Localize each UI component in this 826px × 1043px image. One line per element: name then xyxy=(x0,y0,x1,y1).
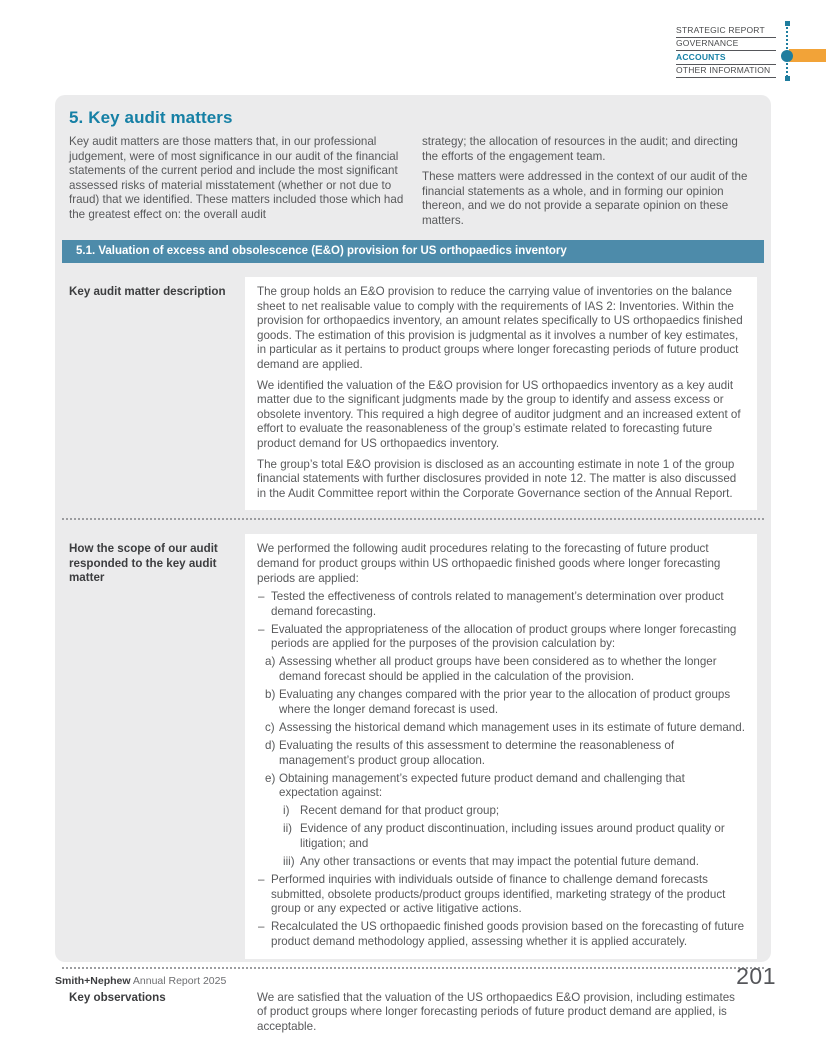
list-marker: a) xyxy=(265,655,276,669)
row-content xyxy=(245,277,757,510)
subsection-header-bar: 5.1. Valuation of excess and obsolescence (E&O) provision for US orthopaedics inventory xyxy=(62,240,764,263)
section-navigation xyxy=(676,24,826,82)
list-item-text: Evaluating any changes compared with the prior year to the allocation of product groups where the longer demand forecast is used. xyxy=(279,688,731,716)
list-item xyxy=(257,655,745,684)
row-content xyxy=(245,983,757,1043)
table-row-description xyxy=(69,277,757,510)
list-item-text: Performed inquiries with individuals outside of finance to challenge demand forecasts submitted, obsolete products/product groups identified, marketing strategy of the product group or any expected or active litigative actions. xyxy=(271,873,726,916)
list-marker: d) xyxy=(265,738,276,752)
list-marker: – xyxy=(258,920,265,934)
list-item xyxy=(257,822,745,851)
list-item xyxy=(257,920,745,949)
nav-tab-accounts[interactable]: ACCOUNTS xyxy=(676,51,776,65)
description-paragraph: We identified the valuation of the E&O provision for US orthopaedics inventory as a key audit matter due to the significant judgments made by the group to identify and assess excess or obsolete inventory. This required a high degree of auditor judgment and an increased extent of effort to evaluate the reasonableness of the group’s estimate related to forecasting future product demand for US orthopaedics inventory. xyxy=(257,378,741,450)
list-item xyxy=(257,873,745,917)
intro-paragraph: These matters were addressed in the context of our audit of the financial statements as a whole, and in forming our opinion thereon, and we do not provide a separate opinion on these matters. xyxy=(422,170,748,227)
line-cap-top-icon xyxy=(785,21,790,26)
line-cap-bottom-icon xyxy=(785,76,790,81)
row-label: Key audit matter description xyxy=(69,285,226,298)
description-paragraph: The group holds an E&O provision to reduce the carrying value of inventories on the balance sheet to net realisable value to comply with the requirements of IAS 2: Inventories. Within the provision for orthopaedics inventory, an amount relates specifically to US orthopaedics finished goods. The estimation of this provision is judgmental as it involves a number of key estimates, in particular as it pertains to product groups where longer forecasting periods of future product demand are applied. xyxy=(257,285,743,371)
nav-tab-governance[interactable]: GOVERNANCE xyxy=(676,38,776,52)
list-marker: c) xyxy=(265,720,275,734)
list-item-text: Assessing the historical demand which management uses in its estimate of future demand. xyxy=(279,720,745,734)
brand-name: Smith+Nephew xyxy=(55,975,131,987)
nav-tab-strategic-report[interactable]: STRATEGIC REPORT xyxy=(676,24,776,38)
page-footer xyxy=(55,963,776,990)
list-item-text: Any other transactions or events that may impact the potential future demand. xyxy=(300,855,699,869)
list-item xyxy=(257,855,745,870)
intro-text xyxy=(69,135,757,228)
list-item-text: Evidence of any product discontinuation, including issues around product quality or litigation; and xyxy=(300,822,725,850)
list-item-text: Evaluated the appropriateness of the allocation of product groups where longer forecasting periods are applied for the purposes of the provision calculation by: xyxy=(271,622,737,651)
intro-column-left xyxy=(69,135,404,228)
list-marker: e) xyxy=(265,771,276,785)
list-marker: – xyxy=(258,622,265,636)
list-marker: iii) xyxy=(283,855,295,869)
list-marker: b) xyxy=(265,688,276,702)
row-label: How the scope of our audit responded to the key audit matter xyxy=(69,542,218,585)
intro-paragraph: strategy; the allocation of resources in the audit; and directing the efforts of the engagement team. xyxy=(422,135,738,163)
list-item xyxy=(257,623,745,652)
row-content xyxy=(245,534,757,958)
page-title: 5. Key audit matters xyxy=(69,108,233,127)
list-item-text: Evaluating the results of this assessment to determine the reasonableness of management’s product group allocation. xyxy=(279,738,675,767)
list-item xyxy=(257,590,745,619)
nav-tab-other-information[interactable]: OTHER INFORMATION xyxy=(676,65,776,79)
intro-column-right xyxy=(422,135,757,228)
list-item xyxy=(257,721,745,736)
row-divider xyxy=(62,518,764,520)
active-section-marker-dot xyxy=(781,50,793,62)
table-row-scope xyxy=(69,534,757,958)
list-item xyxy=(257,772,745,801)
list-item xyxy=(257,739,745,768)
nav-tab-list xyxy=(676,24,776,78)
list-marker: – xyxy=(258,590,265,604)
observations-paragraph: We are satisfied that the valuation of the US orthopaedics E&O provision, including estimates of product groups where longer forecasting periods of future product demand are applied, is acceptable. xyxy=(257,990,735,1033)
page-number: 201 xyxy=(736,963,776,989)
list-marker: i) xyxy=(283,804,290,818)
intro-paragraph: Key audit matters are those matters that, in our professional judgement, were of most significance in our audit of the financial statements of the current period and include the most significant assessed risks of material misstatement (whether or not due to fraud) that we identified. These matters included those which had the greatest effect on: the overall audit xyxy=(69,135,404,221)
report-title: Annual Report 2025 xyxy=(130,975,227,987)
table-row-observations xyxy=(69,983,757,1043)
active-section-marker-bar xyxy=(789,49,826,62)
list-item xyxy=(257,804,745,819)
list-marker: – xyxy=(258,873,265,887)
list-marker: ii) xyxy=(283,822,293,836)
list-item-text: Tested the effectiveness of controls related to management’s determination over product demand forecasting. xyxy=(271,590,724,618)
list-item-text: Recent demand for that product group; xyxy=(300,804,500,818)
description-paragraph: The group’s total E&O provision is disclosed as an accounting estimate in note 1 of the group financial statements with further disclosures provided in note 12. The matter is also discussed in the Audit Committee report within the Corporate Governance section of the Annual Report. xyxy=(257,457,737,500)
list-item-text: Assessing whether all product groups have been considered as to whether the longer demand forecast should be applied in the calculation of the provision. xyxy=(279,655,717,684)
row-label: Key observations xyxy=(69,990,166,1004)
nav-position-indicator xyxy=(784,21,826,81)
procedures-intro: We performed the following audit procedures relating to the forecasting of future product demand for product groups within US orthopaedic finished goods where longer forecasting periods are applied: xyxy=(257,542,721,585)
list-item-text: Obtaining management’s expected future product demand and challenging that expectation against: xyxy=(279,771,685,800)
list-item xyxy=(257,688,745,717)
list-item-text: Recalculated the US orthopaedic finished goods provision based on the forecasting of future product demand methodology applied, assessing whether it is applied accurately. xyxy=(271,920,745,949)
